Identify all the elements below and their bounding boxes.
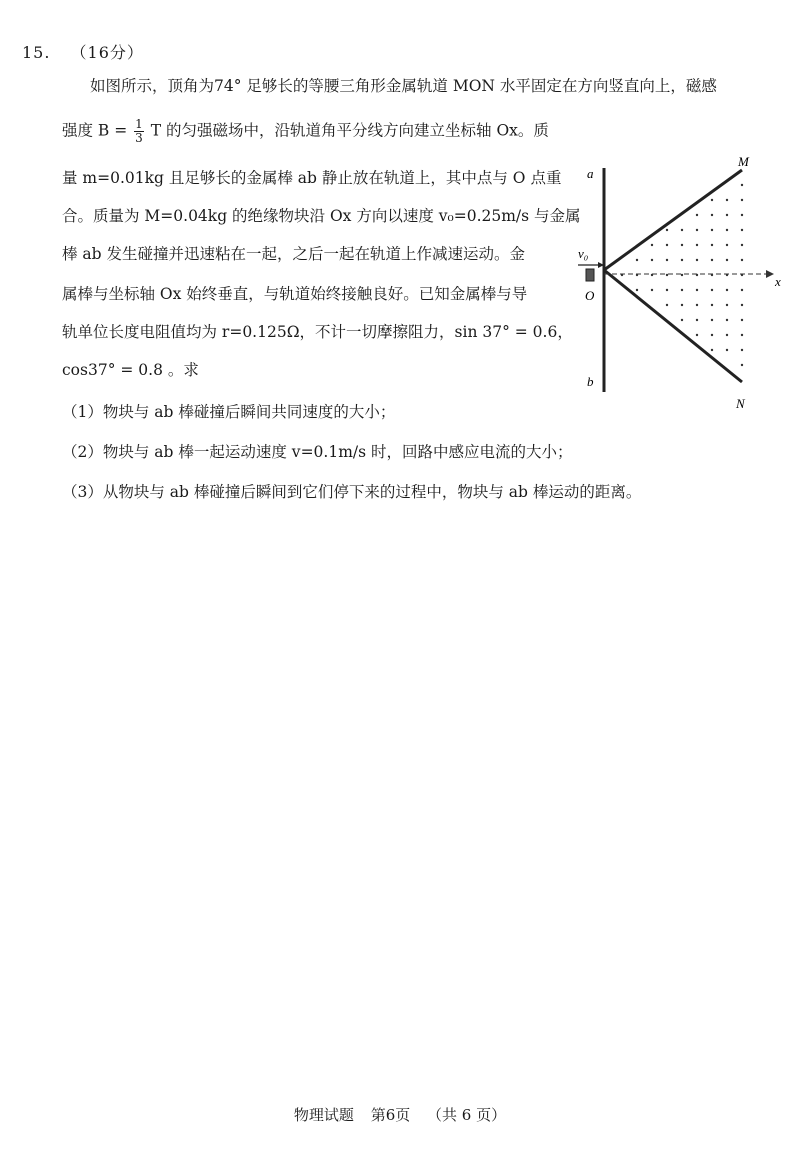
field-dot [696,304,698,306]
field-dot [696,289,698,291]
footer-total: （共 6 页） [427,1106,507,1124]
field-dot [726,199,728,201]
field-dot [741,259,743,261]
subquestion-3: （3）从物块与 ab 棒碰撞后瞬间到它们停下来的过程中，物块与 ab 棒运动的距离。 [62,483,642,501]
field-dot [741,244,743,246]
field-dot [711,304,713,306]
question-score: （16分） [70,43,144,62]
field-dot [681,274,683,276]
field-dot [741,364,743,366]
field-dot [726,244,728,246]
field-dot [711,259,713,261]
x-axis-arrow [766,270,774,278]
label-N: N [736,396,745,411]
field-dot [666,259,668,261]
field-dot [726,289,728,291]
label-b: b [587,374,594,389]
field-dot [726,259,728,261]
field-dot [741,289,743,291]
subquestion-1: （1）物块与 ab 棒碰撞后瞬间共同速度的大小； [62,403,396,421]
field-dot [726,349,728,351]
field-dot [651,289,653,291]
field-dot [696,229,698,231]
field-dot [711,214,713,216]
field-dot [741,229,743,231]
field-dot [681,289,683,291]
field-dot [666,304,668,306]
field-dot [681,244,683,246]
field-dot [741,199,743,201]
label-O: O [585,288,595,303]
field-dot [741,304,743,306]
field-dot [726,334,728,336]
subquestion-2: （2）物块与 ab 棒一起运动速度 v=0.1m/s 时，回路中感应电流的大小； [62,443,573,461]
magnetic-field-dots [621,184,743,366]
question-line-7: 轨单位长度电阻值均为 r=0.125Ω，不计一切摩擦阻力，sin 37° = 0.6， [62,323,573,341]
fraction-numerator: 1 [135,117,143,131]
insulating-block [586,269,594,281]
field-dot [711,319,713,321]
question-header [22,40,144,63]
field-dot [711,244,713,246]
field-dot [696,214,698,216]
rail-OM [604,170,742,270]
label-a: a [587,166,594,181]
label-v0: v₀ [578,246,589,261]
field-dot [741,214,743,216]
question-line-1: 如图所示，顶角为74° 足够长的等腰三角形金属轨道 MON 水平固定在方向竖直向上，磁感 [90,77,717,95]
field-dot [696,319,698,321]
question-line-4: 合。质量为 M=0.04kg 的绝缘物块沿 Ox 方向以速度 v₀=0.25m/s 与金属 [62,207,581,225]
field-dot [681,304,683,306]
page-footer [0,1104,800,1125]
field-dot [741,349,743,351]
field-dot [696,334,698,336]
field-dot [741,184,743,186]
magnetic-field-label: 强度 B = [62,121,128,140]
footer-subject: 物理试题 [293,1106,354,1124]
question-line-2 [62,118,549,145]
fraction-one-third [134,118,144,145]
field-dot [666,274,668,276]
footer-page: 第6页 [370,1106,411,1124]
fraction-denominator: 3 [135,131,143,145]
field-dot [696,259,698,261]
field-dot [711,229,713,231]
field-dot [681,259,683,261]
field-dot [681,319,683,321]
label-M: M [738,154,749,169]
field-dot [741,334,743,336]
field-dot [651,259,653,261]
field-dot [636,259,638,261]
field-dot [726,304,728,306]
field-dot [726,214,728,216]
field-dot [666,289,668,291]
field-dot [666,229,668,231]
field-dot [726,319,728,321]
field-dot [711,334,713,336]
field-dot [696,244,698,246]
field-dot [711,349,713,351]
question-line-6: 属棒与坐标轴 Ox 始终垂直，与轨道始终接触良好。已知金属棒与导 [62,285,528,303]
field-dot [726,229,728,231]
field-dot [666,244,668,246]
field-dot [636,289,638,291]
question-line-5: 棒 ab 发生碰撞并迅速粘在一起，之后一起在轨道上作减速运动。金 [62,245,526,263]
question-line-3: 量 m=0.01kg 且足够长的金属棒 ab 静止放在轨道上，其中点与 O 点重 [62,169,562,187]
field-dot [651,244,653,246]
field-dot [711,289,713,291]
field-dot [711,199,713,201]
label-x: x [775,274,781,289]
question-line-2-text: T 的匀强磁场中，沿轨道角平分线方向建立坐标轴 Ox。质 [150,121,549,140]
field-dot [681,229,683,231]
question-number: 15. [22,43,51,62]
question-line-8: cos37° = 0.8 。求 [62,361,199,379]
rail-ON [604,270,742,382]
rail-figure [570,150,790,420]
field-dot [741,319,743,321]
